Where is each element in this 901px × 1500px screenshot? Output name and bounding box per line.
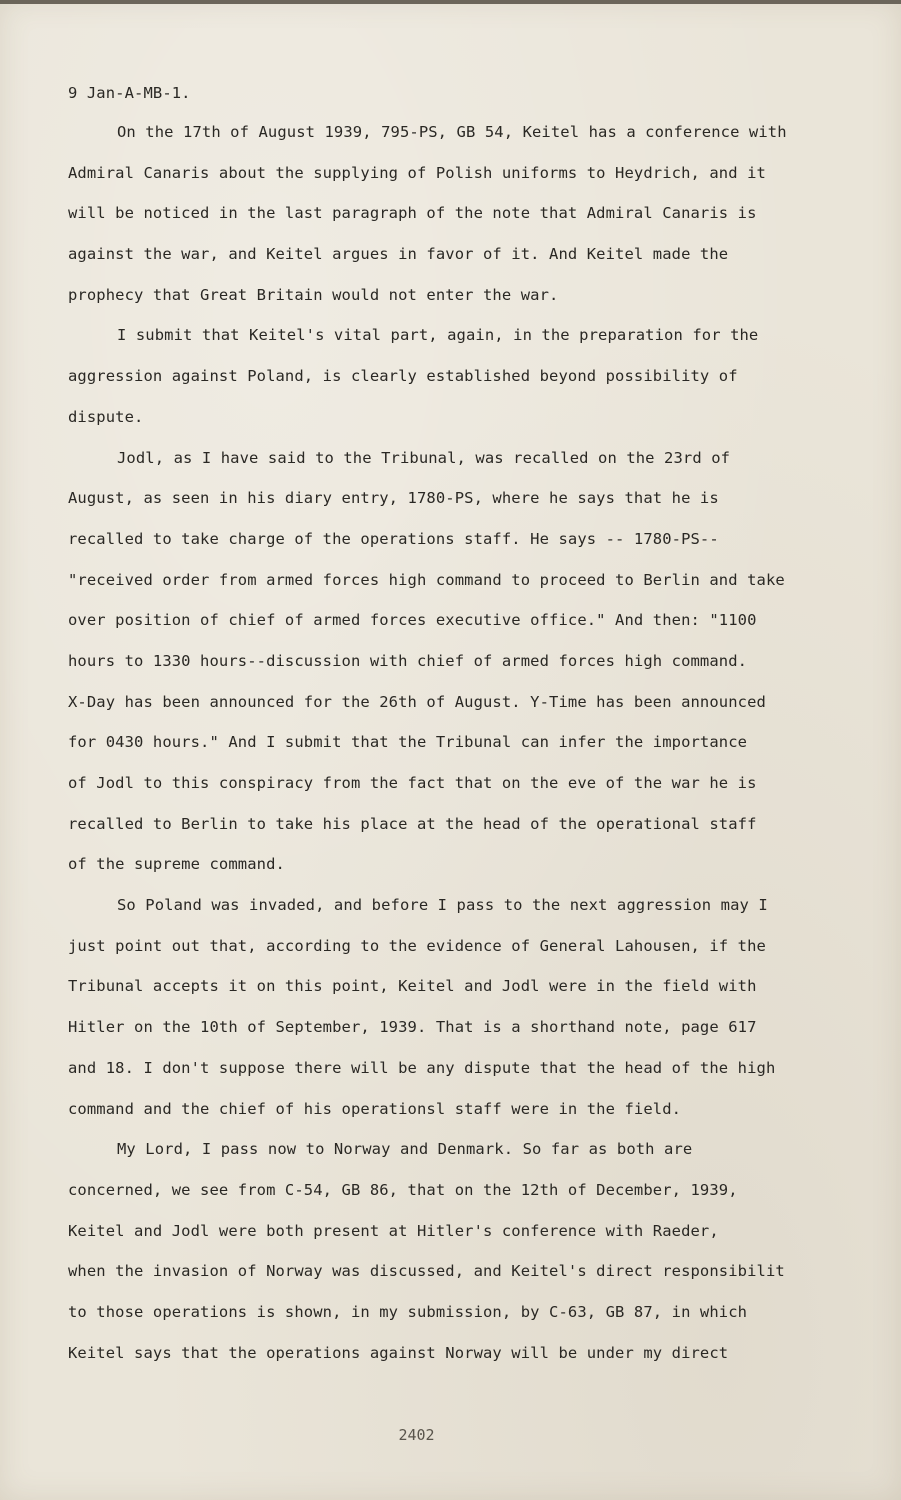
text-line: over position of chief of armed forces executive office." And then: "1100 — [68, 611, 757, 630]
text-line: My Lord, I pass now to Norway and Denmark. So far as both are — [117, 1140, 693, 1159]
text-line: aggression against Poland, is clearly established beyond possibility of — [68, 367, 738, 386]
text-line: against the war, and Keitel argues in favor of it. And Keitel made the — [68, 245, 729, 264]
text-line: X-Day has been announced for the 26th of August. Y-Time has been announced — [68, 692, 766, 711]
text-line: concerned, we see from C-54, GB 86, that on the 12th of December, 1939, — [68, 1180, 738, 1199]
text-line: recalled to Berlin to take his place at the head of the operational staff — [68, 814, 757, 833]
page-number: 2402 — [398, 1426, 435, 1444]
text-line: Hitler on the 10th of September, 1939. That is a shorthand note, page 617 — [68, 1018, 757, 1037]
text-line: just point out that, according to the evidence of General Lahousen, if the — [68, 936, 766, 955]
text-line: So Poland was invaded, and before I pass to the next aggression may I — [117, 896, 768, 915]
text-line: to those operations is shown, in my submission, by C-63, GB 87, in which — [68, 1302, 748, 1321]
text-line: August, as seen in his diary entry, 1780-PS, where he says that he is — [68, 489, 719, 508]
text-line: prophecy that Great Britain would not enter the war. — [68, 285, 559, 304]
text-line: "received order from armed forces high command to proceed to Berlin and take — [68, 570, 785, 589]
text-line: On the 17th of August 1939, 795-PS, GB 54, Keitel has a conference with — [117, 123, 787, 141]
text-line: for 0430 hours." And I submit that the Tribunal can infer the importance — [68, 733, 748, 752]
text-line: command and the chief of his operationsl staff were in the field. — [68, 1099, 682, 1118]
text-line: Jodl, as I have said to the Tribunal, was recalled on the 23rd of — [117, 448, 731, 467]
text-line: of the supreme command. — [68, 855, 285, 874]
text-line: hours to 1330 hours--discussion with chief of armed forces high command. — [68, 651, 748, 670]
text-line: and 18. I don't suppose there will be any dispute that the head of the high — [68, 1058, 776, 1077]
text-line: Tribunal accepts it on this point, Keitel and Jodl were in the field with — [68, 977, 757, 996]
text-line: of Jodl to this conspiracy from the fact that on the eve of the war he is — [68, 774, 757, 792]
text-line: recalled to take charge of the operations staff. He says -- 1780-PS-- — [68, 529, 719, 548]
text-line: I submit that Keitel's vital part, again, in the preparation for the — [117, 326, 759, 345]
document-header-code: 9 Jan-A-MB-1. — [68, 84, 191, 102]
page-top-edge — [0, 0, 901, 4]
text-line: will be noticed in the last paragraph of the note that Admiral Canaris is — [68, 204, 757, 223]
text-line: Admiral Canaris about the supplying of Polish uniforms to Heydrich, and it — [68, 163, 766, 182]
text-line: when the invasion of Norway was discussed, and Keitel's direct responsibilit — [68, 1262, 785, 1281]
text-line: dispute. — [68, 407, 144, 426]
text-line: Keitel and Jodl were both present at Hitler's conference with Raeder, — [68, 1221, 719, 1240]
document-body — [68, 112, 843, 1373]
text-line: Keitel says that the operations against Norway will be under my direct — [68, 1343, 729, 1362]
